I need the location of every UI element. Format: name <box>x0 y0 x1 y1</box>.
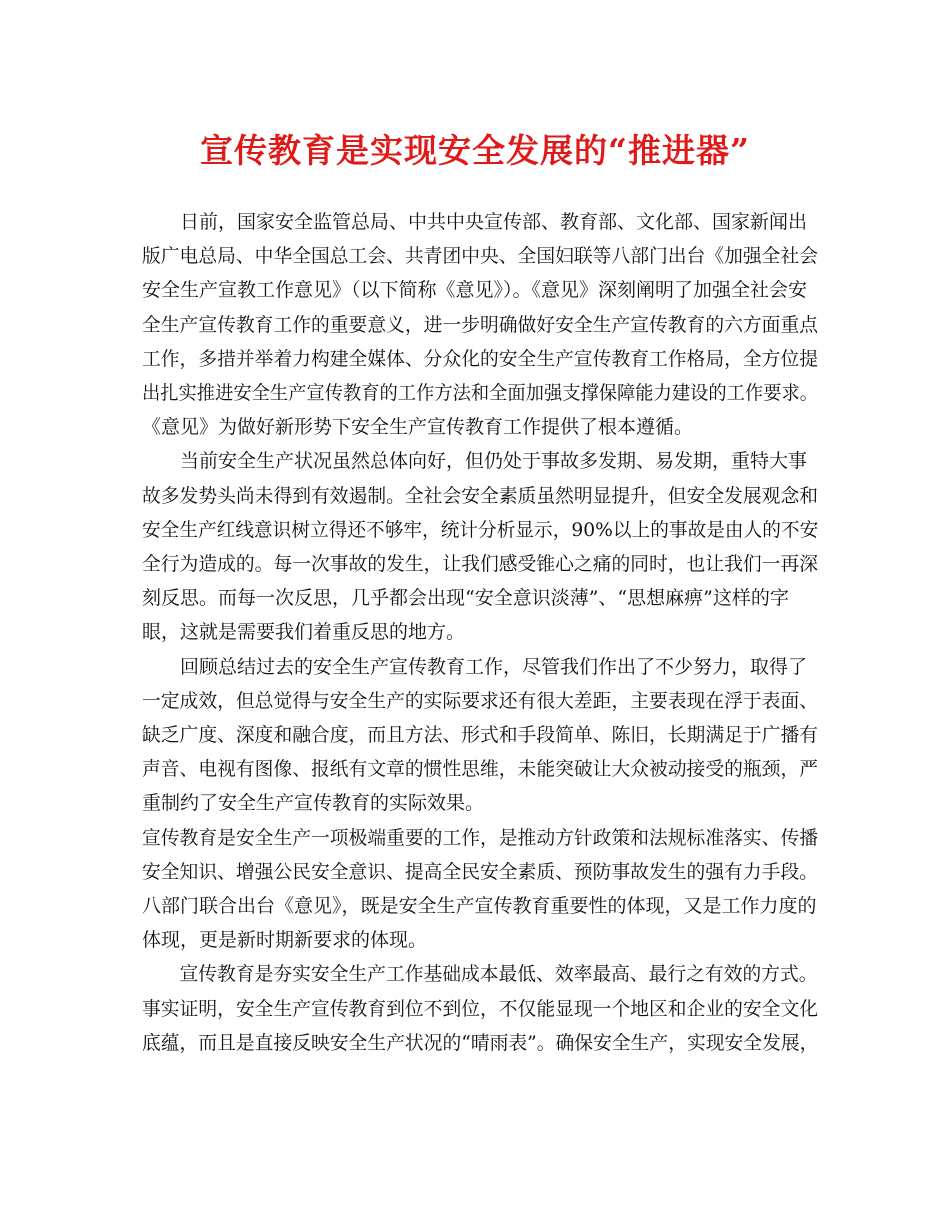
text-line: 安全生产红线意识树立得还不够牢，统计分析显示，90%以上的事故是由人的不安 <box>142 518 819 541</box>
text-line: 全生产宣传教育工作的重要意义，进一步明确做好安全生产宣传教育的六方面重点 <box>142 313 819 336</box>
text-line: 刻反思。而每一次反思，几乎都会出现“安全意识淡薄”、“思想麻痹”这样的字 <box>142 587 789 610</box>
document-body <box>142 205 818 1060</box>
document-title: 宣传教育是实现安全发展的“推进器” <box>200 131 750 170</box>
text-line: 宣传教育是夯实安全生产工作基础成本最低、效率最高、最行之有效的方式。 <box>179 963 818 986</box>
text-line: 底蕴，而且是直接反映安全生产状况的“晴雨表”。确保安全生产，实现安全发展， <box>142 1031 819 1054</box>
paragraph <box>142 821 818 958</box>
text-line: 故多发势头尚未得到有效遏制。全社会安全素质虽然明显提升，但安全发展观念和 <box>142 484 819 507</box>
text-line: 回顾总结过去的安全生产宣传教育工作，尽管我们作出了不少努力，取得了 <box>180 655 808 678</box>
text-line: 事实证明，安全生产宣传教育到位不到位，不仅能显现一个地区和企业的安全文化 <box>142 997 819 1020</box>
text-line: 全行为造成的。每一次事故的发生，让我们感受锥心之痛的同时，也让我们一再深 <box>142 553 819 576</box>
text-line: 工作，多措并举着力构建全媒体、分众化的安全生产宣传教育工作格局，全方位提 <box>142 347 819 370</box>
text-line: 体现，更是新时期新要求的体现。 <box>142 929 428 952</box>
text-line: 重制约了安全生产宣传教育的实际效果。 <box>142 792 485 815</box>
paragraph <box>142 957 818 1060</box>
text-line: 安全知识、增强公民安全意识、提高全民安全素质、预防事故发生的强有力手段。 <box>142 860 819 883</box>
text-line: 日前，国家安全监管总局、中共中央宣传部、教育部、文化部、国家新闻出 <box>180 211 808 233</box>
paragraph <box>142 650 818 821</box>
text-line: 宣传教育是安全生产一项极端重要的工作，是推动方针政策和法规标准落实、传播 <box>142 826 819 849</box>
text-line: 《意见》为做好新形势下安全生产宣传教育工作提供了根本遵循。 <box>142 416 694 439</box>
text-line: 安全生产宣教工作意见》（以下简称《意见》）。《意见》深刻阐明了加强全社会安 <box>142 279 808 302</box>
paragraph <box>142 205 818 444</box>
text-line: 当前安全生产状况虽然总体向好，但仍处于事故多发期、易发期，重特大事 <box>180 450 808 473</box>
text-line: 版广电总局、中华全国总工会、共青团中央、全国妇联等八部门出台《加强全社会 <box>142 245 819 268</box>
text-line: 出扎实推进安全生产宣传教育的工作方法和全面加强支撑保障能力建设的工作要求。 <box>142 382 819 405</box>
text-line: 眼，这就是需要我们着重反思的地方。 <box>142 621 466 644</box>
text-line: 声音、电视有图像、报纸有文章的惯性思维，未能突破让大众被动接受的瓶颈，严 <box>142 758 819 781</box>
text-line: 一定成效，但总觉得与安全生产的实际要求还有很大差距，主要表现在浮于表面、 <box>142 689 819 712</box>
text-line: 八部门联合出台《意见》，既是安全生产宣传教育重要性的体现，又是工作力度的 <box>142 895 817 918</box>
text-line: 缺乏广度、深度和融合度，而且方法、形式和手段简单、陈旧，长期满足于广播有 <box>142 724 819 747</box>
paragraph <box>142 444 818 649</box>
